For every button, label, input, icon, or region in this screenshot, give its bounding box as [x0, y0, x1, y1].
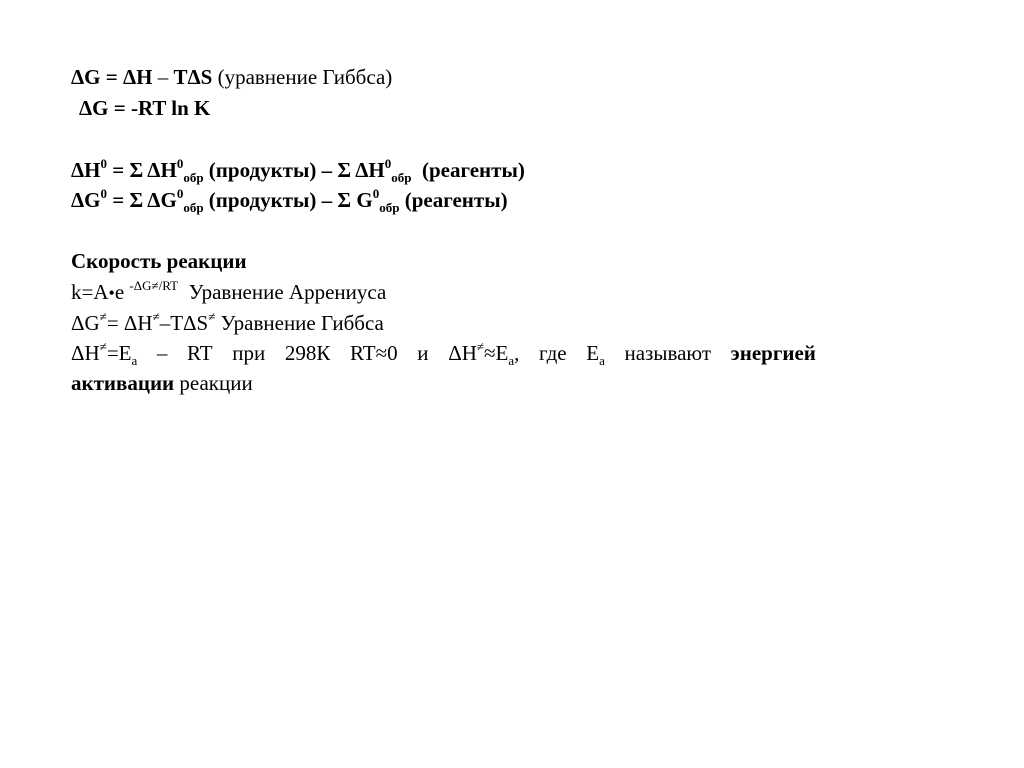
- word-part: ≈E: [484, 341, 509, 365]
- gibbs0-part: (реагенты): [399, 188, 508, 212]
- enthalpy-sup: 0: [384, 156, 392, 171]
- arrhenius-part: Уравнение Аррениуса: [178, 280, 387, 304]
- gibbs-activation-part: ΔG: [71, 311, 100, 335]
- word-part: ΔH: [448, 341, 477, 365]
- paragraph-line-1: [71, 338, 816, 368]
- enthalpy-part: = Σ ΔH: [107, 158, 177, 182]
- enthalpy-part: (реагенты): [411, 158, 525, 182]
- word: [586, 338, 605, 368]
- word-part: ΔH: [71, 341, 100, 365]
- word-sub: a: [131, 353, 138, 368]
- word-sub: a: [599, 353, 605, 368]
- arrhenius-exponent: -ΔG≠/RT: [129, 278, 179, 293]
- rt-ln-k-equation: [79, 95, 210, 121]
- word-sup: ≠: [476, 339, 484, 354]
- gibbs-activation-equation: [71, 310, 384, 336]
- gibbs0-part: (продукты) – Σ G: [203, 188, 373, 212]
- word: и: [417, 341, 429, 365]
- word: [448, 338, 519, 368]
- word: где: [539, 341, 567, 365]
- gibbs-activation-part: Уравнение Гиббса: [215, 311, 384, 335]
- arrhenius-part: k=A: [71, 280, 109, 304]
- gibbs-activation-sup: ≠: [99, 309, 107, 324]
- gibbs-rhs: TΔS: [173, 65, 213, 89]
- word-part: =E: [106, 341, 132, 365]
- word-part: E: [586, 341, 600, 365]
- activation-energy-paragraph: [71, 338, 816, 398]
- gibbs0-sub: обр: [379, 200, 400, 215]
- gibbs0-part: = Σ ΔG: [107, 188, 177, 212]
- gibbs0-part: ΔG: [71, 188, 101, 212]
- word: RT: [187, 341, 213, 365]
- rate-heading-text: Скорость реакции: [71, 249, 247, 273]
- enthalpy-sub: обр: [183, 170, 204, 185]
- word-sub: a: [508, 353, 515, 368]
- arrhenius-part: e: [114, 280, 130, 304]
- gibbs-activation-sup: ≠: [152, 309, 160, 324]
- activation-rest: реакции: [174, 371, 253, 395]
- word: называют: [624, 341, 712, 365]
- gibbs0-sub: обр: [183, 200, 204, 215]
- enthalpy-sub: обр: [391, 170, 412, 185]
- multiply-dot: •: [108, 283, 115, 303]
- enthalpy-sup: 0: [100, 156, 108, 171]
- arrhenius-equation: [71, 279, 386, 306]
- paragraph-line-2: [71, 368, 816, 398]
- word: –: [156, 341, 168, 365]
- word: [71, 338, 137, 368]
- activation-bold: активации: [71, 371, 175, 395]
- gibbs-activation-part: –TΔS: [159, 311, 209, 335]
- enthalpy-part: (продукты) – Σ ΔH: [203, 158, 385, 182]
- gibbs-minus: –: [152, 65, 174, 89]
- word: 298К: [284, 341, 331, 365]
- gibbs-zero-equation: [71, 187, 508, 213]
- rt-ln-k-text: ΔG = -RT ln K: [79, 96, 211, 120]
- gibbs0-sup: 0: [176, 186, 184, 201]
- gibbs-activation-part: = ΔH: [106, 311, 153, 335]
- word: RT≈0: [350, 341, 398, 365]
- gibbs0-sup: 0: [372, 186, 380, 201]
- gibbs0-sup: 0: [100, 186, 108, 201]
- enthalpy-equation: [71, 157, 525, 183]
- word-sup: ≠: [99, 339, 107, 354]
- gibbs-equation: [71, 64, 392, 90]
- word-part: ,: [514, 341, 520, 365]
- rate-heading: [71, 248, 247, 274]
- enthalpy-part: ΔH: [71, 158, 101, 182]
- gibbs-activation-sup: ≠: [208, 309, 216, 324]
- enthalpy-sup: 0: [176, 156, 184, 171]
- gibbs-lhs: ΔG = ΔH: [71, 65, 153, 89]
- word: при: [232, 341, 266, 365]
- word: энергией: [730, 341, 816, 365]
- gibbs-note: (уравнение Гиббса): [212, 65, 393, 89]
